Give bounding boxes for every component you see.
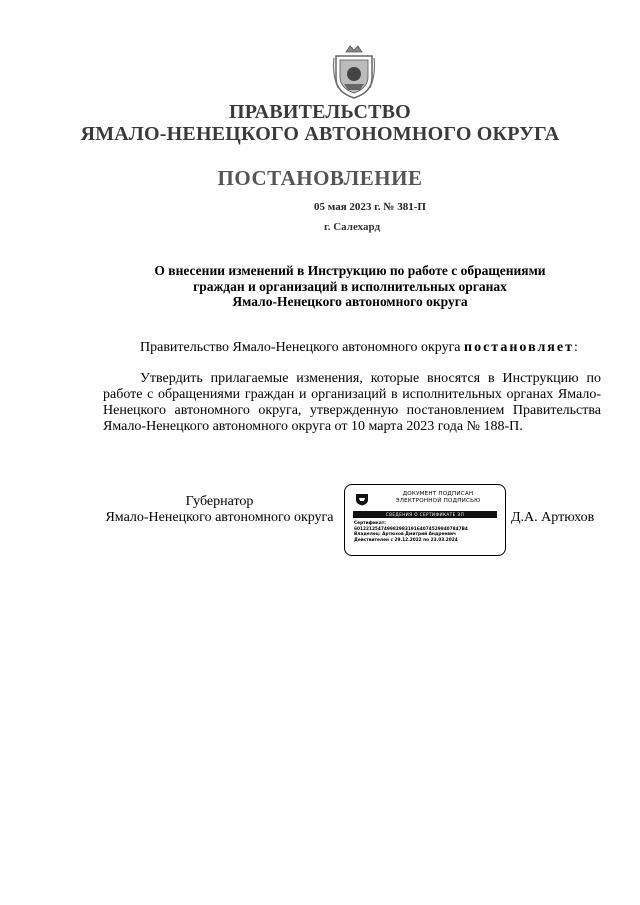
government-title-line2: ЯМАЛО-НЕНЕЦКОГО АВТОНОМНОГО ОКРУГА (80, 123, 560, 145)
subject-line2: граждан и организаций в исполнительных органах (193, 278, 507, 294)
stamp-certificate-bar: СВЕДЕНИЯ О СЕРТИФИКАТЕ ЭП (353, 511, 497, 518)
stamp-owner: Владелец: Артюхов Дмитрий Андреевич (354, 532, 456, 537)
intro-colon: : (573, 340, 578, 355)
signer-title (103, 494, 336, 526)
decree-intro-paragraph (103, 340, 601, 356)
government-title-line1: ПРАВИТЕЛЬСТВО (229, 101, 411, 123)
stamp-validity: Действителен с 29.12.2022 по 23.03.2024 (354, 537, 458, 543)
coat-of-arms-small-icon (355, 492, 369, 506)
subject-line3: Ямало-Ненецкого автономного округа (232, 294, 468, 309)
signer-name: Д.А. Артюхов (511, 510, 595, 525)
stamp-certificate-number: 601221254749982983191640745298407847B4 (354, 526, 468, 532)
document-subject (100, 263, 600, 310)
signer-title-line1: Губернатор (185, 494, 254, 509)
intro-text: Правительство Ямало-Ненецкого автономного округа (140, 340, 465, 355)
stamp-header-line1: ДОКУМЕНТ ПОДПИСАН (402, 491, 474, 497)
stamp-certificate-label: Сертификат: (354, 521, 386, 526)
subject-line1: О внесении изменений в Инструкцию по работе с обращениями (154, 263, 546, 278)
coat-of-arms-icon (332, 44, 376, 100)
intro-spaced-verb: постановляет (464, 340, 574, 355)
signer-title-line2: Ямало-Ненецкого автономного округа (105, 510, 334, 525)
decree-body-paragraph: Утвердить прилагаемые изменения, которые вносятся в Инструкцию по работе с обращениями граждан и организаций в исполнительных органах Ямало-Ненецкого автономного округа, утвержденную постановлением Правительства Ямало-Ненецкого автономного округа от 10 марта 2023 года № 188-П. (103, 371, 601, 434)
electronic-signature-stamp (344, 484, 506, 556)
date-and-number: 05 мая 2023 г. № 381-П (314, 201, 426, 213)
document-type: ПОСТАНОВЛЕНИЕ (217, 166, 423, 190)
city: г. Салехард (323, 221, 381, 233)
stamp-header-line2: ЭЛЕКТРОННОЙ ПОДПИСЬЮ (395, 498, 481, 504)
